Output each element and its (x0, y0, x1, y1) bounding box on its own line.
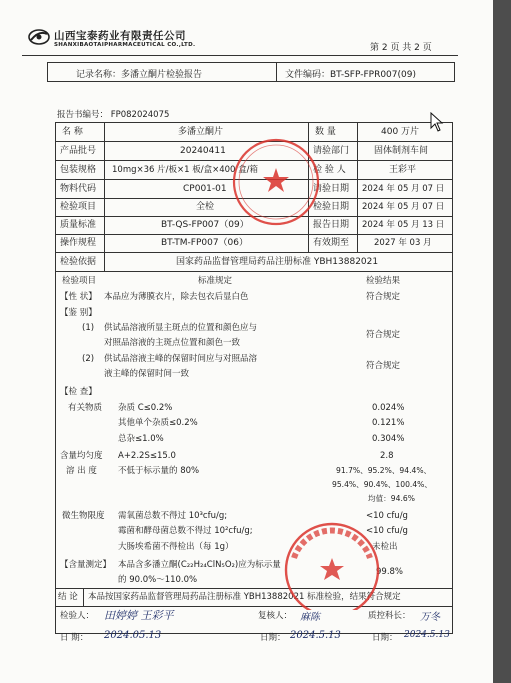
test-date-label: 检验日期 (313, 202, 350, 212)
item-value: 全检 (196, 202, 215, 212)
company-name-en: SHANXIBAOTAIPHARMACEUTICAL CO.,LTD. (54, 42, 196, 48)
qty-label: 数 量 (315, 127, 336, 137)
micro-label: 微生物限度 (62, 511, 105, 521)
ident2-no: (2) (82, 354, 95, 364)
spec-label: 包装规格 (60, 165, 97, 175)
page-number: 第 2 页 共 2 页 (370, 43, 432, 53)
inspector-label: 检 验 人 (313, 165, 346, 175)
req-date-label: 请验日期 (313, 184, 350, 194)
batch-label: 产品批号 (60, 146, 97, 156)
op-value: BT-TM-FP007（06） (161, 238, 249, 248)
reviewer-signature: 麻陈 (300, 612, 320, 623)
rel-total-std: 总杂≤1.0% (118, 434, 164, 444)
op-label: 操作规程 (60, 238, 97, 248)
micro2-result: <10 cfu/g (366, 526, 408, 536)
rel-other-result: 0.121% (372, 418, 405, 428)
company-name-cn: 山西宝泰药业有限责任公司 (54, 30, 186, 42)
uniformity-std: A+2.2S≤15.0 (118, 451, 176, 461)
rel-label: 有关物质 (68, 403, 103, 413)
micro3-std: 大肠埃希菌不得检出（每 1g） (118, 542, 234, 552)
company-logo-icon (28, 28, 50, 46)
micro2-std: 霉菌和酵母菌总数不得过 10²cfu/g; (118, 526, 253, 536)
checker-date: 2024.05.13 (104, 630, 162, 641)
report-date-label: 报告日期 (313, 220, 350, 230)
uniformity-result: 2.8 (380, 451, 394, 461)
inspector-value: 王彩平 (389, 165, 417, 175)
col-item-header: 检验项目 (62, 276, 97, 286)
appearance-std: 本品应为薄膜衣片，除去包衣后显白色 (104, 292, 249, 302)
basis-label: 检验依据 (60, 257, 97, 267)
dissolution-label: 溶 出 度 (66, 466, 97, 476)
appearance-label: 【性 状】 (60, 292, 97, 302)
viewer-scroll-area[interactable] (493, 0, 511, 683)
reviewer-label: 复核人： (258, 611, 293, 621)
rel-total-result: 0.304% (372, 434, 405, 444)
report-number: 报告书编号： FP082024075 (57, 110, 170, 120)
rel-other-std: 其他单个杂质≤0.2% (118, 418, 198, 428)
file-code: 文件编码：BT-SFP-FPR007(09) (285, 70, 416, 80)
micro3-result: 未检出 (372, 542, 398, 552)
ident1-result: 符合规定 (366, 330, 401, 340)
col-std-header: 标准规定 (198, 276, 233, 286)
mouse-cursor-icon (430, 112, 444, 132)
expiry-value: 2027 年 03 月 (374, 238, 432, 248)
micro1-std: 需氧菌总数不得过 10³cfu/g; (118, 511, 228, 521)
uniformity-label: 含量均匀度 (60, 451, 103, 461)
batch-value: 20240411 (180, 146, 226, 156)
req-date-value: 2024 年 05 月 07 日 (362, 184, 445, 194)
ident2-std-b: 液主峰的保留时间一致 (104, 369, 190, 379)
check-label: 【检 查】 (60, 387, 97, 397)
dissolution-std: 不低于标示量的 80% (118, 466, 200, 476)
header-rule (22, 55, 458, 56)
assay-result: 99.8% (376, 567, 404, 577)
qs-label: 质量标准 (60, 220, 97, 230)
reviewer-date: 2024.5.13 (290, 630, 341, 641)
dept-value: 固体制剂车间 (374, 146, 429, 156)
dissolution-result-b: 95.4%、90.4%、100.4%、 (332, 480, 432, 489)
ident-label: 【鉴 别】 (60, 308, 97, 318)
name-value: 多潘立酮片 (178, 127, 224, 137)
qa-label: 质控科长： (368, 611, 411, 621)
appearance-result: 符合规定 (366, 292, 401, 302)
ident1-no: (1) (82, 323, 95, 333)
qs-value: BT-QS-FP007（09） (161, 220, 249, 230)
reviewer-date-label: 日期： (260, 633, 286, 643)
conclusion-label: 结 论 (58, 592, 78, 602)
record-name: 记录名称：多潘立酮片检验报告 (76, 70, 203, 80)
dissolution-result-a: 91.7%、95.2%、94.4%、 (336, 466, 432, 475)
code-label: 物料代码 (60, 184, 97, 194)
name-label: 名 称 (62, 127, 83, 137)
qty-value: 400 万片 (381, 127, 420, 137)
expiry-label: 有效期至 (313, 238, 350, 248)
checker-label: 检验人： (60, 611, 95, 621)
assay-std-b: 的 90.0%～110.0% (118, 575, 198, 585)
ident1-std-a: 供试品溶液所显主斑点的位置和颜色应与 (104, 323, 258, 333)
rel-c-std: 杂质 C≤0.2% (118, 403, 173, 413)
test-date-value: 2024 年 05 月 07 日 (362, 202, 445, 212)
code-value: CP001-01 (183, 184, 227, 194)
ident2-result: 符合规定 (366, 361, 401, 371)
item-label: 检验项目 (60, 202, 97, 212)
col-result-header: 检验结果 (366, 276, 401, 286)
qa-signature: 万冬 (420, 612, 440, 623)
ident2-std-a: 供试品溶液主峰的保留时间应与对照品溶 (104, 354, 258, 364)
assay-std-a: 本品含多潘立酮(C₂₂H₂₄ClN₅O₂)应为标示量 (118, 560, 281, 570)
basis-value: 国家药品监督管理局药品注册标准 YBH13882021 (176, 257, 379, 267)
dissolution-result-c: 均值：94.6% (368, 494, 415, 503)
qa-date: 2024.5.13 (404, 630, 450, 640)
checker-signature: 田婷婷 王彩平 (104, 609, 174, 622)
dept-label: 请验部门 (313, 146, 350, 156)
report-date-value: 2024 年 05 月 13 日 (362, 220, 445, 230)
ident1-std-b: 对照品溶液的主斑点位置和颜色一致 (104, 338, 241, 348)
qa-date-label: 日期： (372, 633, 398, 643)
micro1-result: <10 cfu/g (366, 511, 408, 521)
spec-value: 10mg×36 片/板×1 板/盒×400 盒/箱 (112, 165, 259, 175)
rel-c-result: 0.024% (372, 403, 405, 413)
conclusion-text: 本品按国家药品监督管理局药品注册标准 YBH13882021 标准检验，结果符合规定 (88, 592, 401, 602)
assay-label: 【含量测定】 (60, 560, 112, 570)
date-label: 日 期： (60, 633, 89, 643)
